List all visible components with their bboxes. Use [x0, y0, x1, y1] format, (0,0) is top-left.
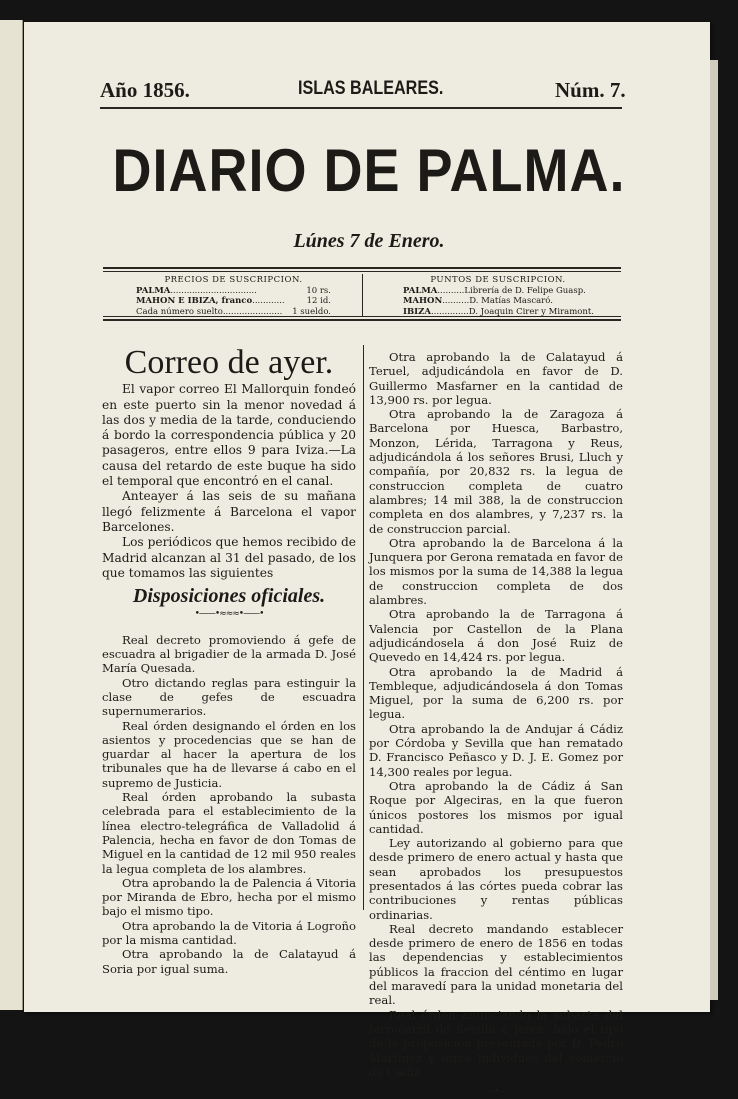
decree-paragraph: Ley autorizando al gobierno para que desde primero de enero actual y hasta que sean aprobados los presupuestos presentados á las córtes pueda cobrar las contribuciones y rentas públicas ordinarias. [369, 836, 623, 922]
decree-paragraph: Otra aprobando la de Vitoria á Logroño por la misma cantidad. [102, 918, 356, 947]
decree-paragraph: Real decreto promoviendo á gefe de escuadra al brigadier de la armada D. José María Quesada. [102, 632, 356, 676]
region-label: ISLAS BALEARES. [298, 78, 444, 99]
decree-paragraph: Otra aprobando la de Calatayud á Soria por igual suma. [102, 947, 356, 976]
left-column [102, 344, 356, 976]
decree-paragraph: Otro dictando reglas para estinguir la clase de gefes de escuadra supernumerarios. [102, 675, 356, 719]
header-rule [100, 107, 622, 109]
issue-number: Núm. 7. [555, 78, 626, 102]
prices-title: PRECIOS DE SUSCRIPCION. [164, 275, 303, 285]
price-row: PALMA ................................ 10 rs. [136, 285, 331, 296]
price-row: MAHON E IBIZA, franco ............ 12 id. [136, 296, 331, 306]
right-column [369, 350, 623, 1099]
subscription-points [403, 275, 593, 317]
decree-paragraph: Otra aprobando la de Calatayud á Teruel, adjudicándola en favor de D. Guillermo Masfarner en la cantidad de 13,900 rs. por legua. [369, 350, 623, 407]
decree-paragraph: Otra aprobando la de Zaragoza á Barcelona por Huesca, Barbastro, Monzon, Lérida, Tarragona y Reus, adjudicándola á los señores Brusi, Lluch y compañía, por 20,832 rs. la legua de construccion completa de cuatro alambres; 14 mil 388, la de construccion completa en dos alambres, y 7,237 rs. la de construccion parcial. [369, 407, 623, 536]
intro-paragraph: Los periódicos que hemos recibido de Madrid alcanzan al 31 del pasado, de los que tomamos las siguientes [102, 535, 356, 580]
decree-paragraph: Real órden aprobando la subasta celebrada para el establecimiento de la línea electro-telegráfica de Valladolid á Palencia, hecha en favor de don Tomas de Miguel en la cantidad de 12 mil 950 reales la legua completa de los alambres. [102, 790, 356, 876]
decree-paragraph: Otra aprobando la de Palencia á Vitoria por Miranda de Ebro, hecha por el mismo bajo el mismo tipo. [102, 875, 356, 919]
intro-paragraph: Anteayer á las seis de su mañana llegó felizmente á Barcelona el vapor Barcelones. [102, 489, 356, 534]
point-row: IBIZA .............. D. Joaquin Cirer y Miramont. [403, 306, 594, 317]
decree-paragraph: Real órden anunciando la subasta del ferrocarril de Sevilla á Jerez, bajo el tipo de la proposicion presentada por D. Pedro Martinez y otros individuos del comercio de Cádiz. [369, 1007, 623, 1079]
price-row: Cada número suelto ...................... 1 sueldo. [136, 306, 331, 317]
point-row: PALMA .......... Librería de D. Felipe Guasp. [403, 285, 586, 296]
decree-paragraph: Real órden designando el órden en los asientos y procedencias que se han de guardar al hacer la apertura de los tribunales que ha de llevarse á cabo en el supremo de Justicia. [102, 718, 356, 790]
intro-paragraph: El vapor correo El Mallorquin fondeó en este puerto sin la menor novedad á las dos y media de la tarde, conduciendo á bordo la correspondencia pública y 20 pasageros, entre ellos 9 para Iviza.—La causa del retardo de este buque ha sido el temporal que encontró en el canal. [102, 382, 356, 489]
subscription-prices [136, 275, 331, 317]
decree-paragraph: Otra aprobando la de Tarragona á Valencia por Castellon de la Plana adjudicándosela á don José Ruiz de Quevedo en 14,424 rs. por legua. [369, 607, 623, 665]
section-heading-disposiciones: Disposiciones oficiales. [132, 585, 326, 608]
end-ornament: —•— [484, 1086, 508, 1098]
decree-paragraph: Otra aprobando la de Andujar á Cádiz por Córdoba y Sevilla que han rematado D. Francisco Peñasco y D. J. E. Gomez por 14,300 reales por legua. [369, 721, 623, 779]
issue-year: Año 1856. [100, 78, 190, 102]
ornament-divider: •——•≈≈≈•——• [194, 609, 264, 620]
decree-paragraph: Otra aprobando la de Cádiz á San Roque por Algeciras, en la que fueron únicos postores los mismos por igual cantidad. [369, 778, 623, 836]
points-title: PUNTOS DE SUSCRIPCION. [430, 275, 566, 285]
subscription-top-rule-thin [103, 271, 621, 272]
subscription-divider [362, 274, 363, 316]
decree-paragraph: Otra aprobando la de Barcelona á la Junquera por Gerona rematada en favor de los mismos por la suma de 14,388 la legua de construccion completa de dos alambres. [369, 535, 623, 608]
subscription-top-rule [103, 267, 621, 269]
issue-date: Lúnes 7 de Enero. [293, 230, 445, 252]
decree-paragraph: Real decreto mandando establecer desde primero de enero de 1856 en todas las dependencias y establecimientos públicos la fraccion del céntimo en lugar del maravedí para la unidad monetaria del real. [369, 921, 623, 1008]
section-heading-correo: Correo de ayer. [124, 344, 334, 381]
newspaper-title: DIARIO DE PALMA. [112, 137, 626, 205]
decree-paragraph: Otra aprobando la de Madrid á Tembleque, adjudicándosela á don Tomas Miguel, por la suma de 6,200 rs. por legua. [369, 664, 623, 722]
subscription-bottom-rule [103, 319, 621, 321]
point-row: MAHON .......... D. Matías Mascaró. [403, 296, 553, 306]
column-divider [363, 345, 364, 910]
